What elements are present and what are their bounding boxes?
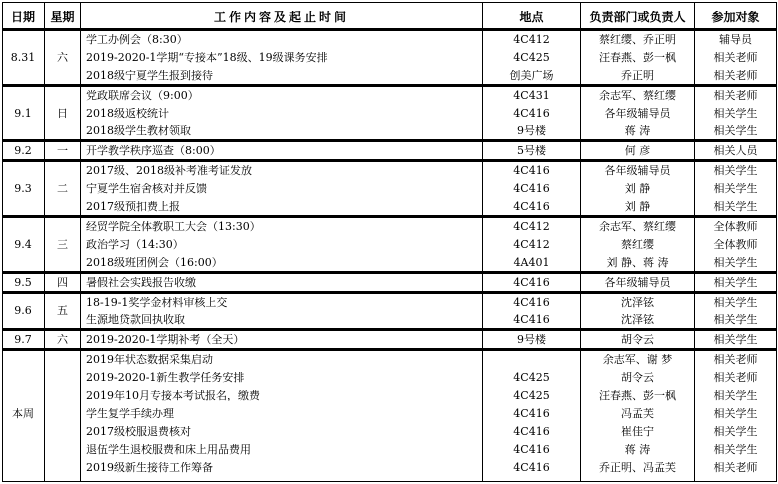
row-dept: 汪春燕、彭一枫 xyxy=(599,390,676,401)
row-dept: 冯孟芙 xyxy=(621,408,654,419)
row-audience: 全体教师 xyxy=(713,221,758,232)
header-divider xyxy=(2,28,776,31)
row-dept: 汪春燕、彭一枫 xyxy=(599,52,676,63)
row-audience: 相关学生 xyxy=(713,444,758,455)
header-content: 工作内容及起止时间 xyxy=(213,11,349,23)
row-place: 4C416 xyxy=(513,314,550,325)
row-place: 4C416 xyxy=(513,183,550,194)
row-content: 2018级班团例会（16:00） xyxy=(86,257,223,268)
group-divider xyxy=(2,348,776,351)
row-content: 2017级、2018级补考准考证发放 xyxy=(86,165,252,176)
row-place: 4C416 xyxy=(513,408,550,419)
row-audience: 辅导员 xyxy=(719,34,752,45)
row-place: 4C412 xyxy=(513,34,550,45)
row-audience: 相关学生 xyxy=(713,390,758,401)
weekday-cell: 五 xyxy=(57,305,68,316)
row-dept: 沈泽铉 xyxy=(621,297,654,308)
header-weekday: 星期 xyxy=(50,11,75,23)
row-place: 4C425 xyxy=(513,390,550,401)
row-content: 2019年状态数据采集启动 xyxy=(86,354,213,365)
row-audience: 相关学生 xyxy=(713,125,758,136)
row-content: 18-19-1奖学金材料审核上交 xyxy=(86,297,228,308)
row-place: 4C416 xyxy=(513,108,550,119)
row-content: 2018级宁夏学生报到接待 xyxy=(86,70,213,81)
row-place: 9号楼 xyxy=(517,334,546,345)
row-audience: 相关学生 xyxy=(713,314,758,325)
date-cell: 本周 xyxy=(12,408,34,419)
row-audience: 相关老师 xyxy=(713,70,758,81)
row-content: 2019-2020-1学期补考（全天） xyxy=(86,334,245,345)
row-place: 4C416 xyxy=(513,201,550,212)
row-place: 4A401 xyxy=(513,257,550,268)
table-border-top xyxy=(2,2,776,3)
header-dept: 负责部门或负责人 xyxy=(589,11,686,23)
row-content: 政治学习（14:30） xyxy=(86,239,184,250)
date-cell: 9.2 xyxy=(14,145,32,156)
row-place: 4C416 xyxy=(513,462,550,473)
row-place: 9号楼 xyxy=(517,125,546,136)
row-audience: 相关老师 xyxy=(713,372,758,383)
row-dept: 刘 静 xyxy=(624,183,651,194)
row-dept: 各年级辅导员 xyxy=(604,165,671,176)
row-content: 2019-2020-1学期“专接本”18级、19级课务安排 xyxy=(86,52,328,63)
row-place: 4C412 xyxy=(513,221,550,232)
row-content: 党政联席会议（9:00） xyxy=(86,90,199,101)
row-audience: 相关学生 xyxy=(713,408,758,419)
row-audience: 相关老师 xyxy=(713,90,758,101)
row-audience: 相关学生 xyxy=(713,297,758,308)
row-dept: 胡令云 xyxy=(621,372,654,383)
row-audience: 相关老师 xyxy=(713,462,758,473)
row-dept: 刘 静、蒋 涛 xyxy=(606,257,669,268)
row-audience: 相关老师 xyxy=(713,354,758,365)
row-audience: 相关学生 xyxy=(713,334,758,345)
row-content: 2019年10月专接本考试报名，缴费 xyxy=(86,390,260,401)
row-dept: 胡令云 xyxy=(621,334,654,345)
row-dept: 何 彦 xyxy=(624,145,651,156)
row-place: 4C416 xyxy=(513,426,550,437)
row-content: 2018级学生教材领取 xyxy=(86,125,191,136)
row-place: 4C416 xyxy=(513,444,550,455)
row-dept: 蒋 涛 xyxy=(624,125,651,136)
weekday-cell: 四 xyxy=(57,277,68,288)
table-border-bottom xyxy=(2,481,776,482)
row-audience: 相关老师 xyxy=(713,52,758,63)
header-place: 地点 xyxy=(519,11,544,23)
group-divider xyxy=(2,215,776,218)
row-dept: 蔡红缨 xyxy=(621,239,654,250)
row-place: 4C431 xyxy=(513,90,550,101)
row-content: 经贸学院全体教职工大会（13:30） xyxy=(86,221,261,232)
row-content: 暑假社会实践报告收缴 xyxy=(86,277,196,288)
group-divider xyxy=(2,84,776,87)
row-dept: 各年级辅导员 xyxy=(604,277,671,288)
weekday-cell: 日 xyxy=(57,108,68,119)
row-content: 2019级新生接待工作筹备 xyxy=(86,462,213,473)
column-divider xyxy=(80,2,81,482)
row-audience: 相关学生 xyxy=(713,277,758,288)
group-divider xyxy=(2,328,776,331)
group-divider xyxy=(2,271,776,274)
row-dept: 余志军、谢 梦 xyxy=(602,354,673,365)
row-place: 4C416 xyxy=(513,165,550,176)
row-dept: 刘 静 xyxy=(624,201,651,212)
row-audience: 相关人员 xyxy=(713,145,758,156)
row-audience: 相关学生 xyxy=(713,108,758,119)
row-audience: 相关学生 xyxy=(713,183,758,194)
row-content: 2017级预扣费上报 xyxy=(86,201,180,212)
row-dept: 蔡红缨、乔正明 xyxy=(599,34,676,45)
header-audience: 参加对象 xyxy=(711,11,760,23)
row-audience: 全体教师 xyxy=(713,239,758,250)
row-content: 2017级校服退费核对 xyxy=(86,426,191,437)
row-place: 4C412 xyxy=(513,239,550,250)
row-content: 开学教学秩序巡查（8:00） xyxy=(86,145,221,156)
row-content: 生源地贷款回执收取 xyxy=(86,314,185,325)
row-audience: 相关学生 xyxy=(713,201,758,212)
row-place: 4C425 xyxy=(513,372,550,383)
row-audience: 相关学生 xyxy=(713,165,758,176)
date-cell: 8.31 xyxy=(10,52,36,63)
row-dept: 余志军、蔡红缨 xyxy=(599,221,676,232)
group-divider xyxy=(2,159,776,162)
date-cell: 9.7 xyxy=(14,334,32,345)
row-content: 宁夏学生宿舍核对并反馈 xyxy=(86,183,207,194)
row-content: 学工办例会（8:30） xyxy=(86,34,188,45)
date-cell: 9.1 xyxy=(14,108,32,119)
row-place: 创美广场 xyxy=(509,70,554,81)
group-divider xyxy=(2,291,776,294)
date-cell: 9.6 xyxy=(14,305,32,316)
row-audience: 相关学生 xyxy=(713,257,758,268)
weekday-cell: 一 xyxy=(57,145,68,156)
row-dept: 余志军、蔡红缨 xyxy=(599,90,676,101)
row-dept: 沈泽铉 xyxy=(621,314,654,325)
row-dept: 乔正明、冯孟芙 xyxy=(599,462,676,473)
group-divider xyxy=(2,139,776,142)
row-content: 退伍学生退校服费和床上用品费用 xyxy=(86,444,251,455)
weekday-cell: 三 xyxy=(57,239,68,250)
row-place: 5号楼 xyxy=(517,145,546,156)
row-place: 4C425 xyxy=(513,52,550,63)
row-dept: 蒋 涛 xyxy=(624,444,651,455)
weekday-cell: 二 xyxy=(57,183,68,194)
row-dept: 乔正明 xyxy=(621,70,654,81)
row-content: 学生复学手续办理 xyxy=(86,408,174,419)
row-content: 2019-2020-1新生教学任务安排 xyxy=(86,372,245,383)
row-dept: 崔佳宁 xyxy=(621,426,654,437)
date-cell: 9.4 xyxy=(14,239,32,250)
row-dept: 各年级辅导员 xyxy=(604,108,671,119)
date-cell: 9.3 xyxy=(14,183,32,194)
weekday-cell: 六 xyxy=(57,334,68,345)
date-cell: 9.5 xyxy=(14,277,32,288)
header-date: 日期 xyxy=(10,11,35,23)
weekday-cell: 六 xyxy=(57,52,68,63)
row-content: 2018级返校统计 xyxy=(86,108,169,119)
row-place: 4C416 xyxy=(513,277,550,288)
row-place: 4C416 xyxy=(513,297,550,308)
row-audience: 相关学生 xyxy=(713,426,758,437)
column-divider xyxy=(776,2,777,482)
